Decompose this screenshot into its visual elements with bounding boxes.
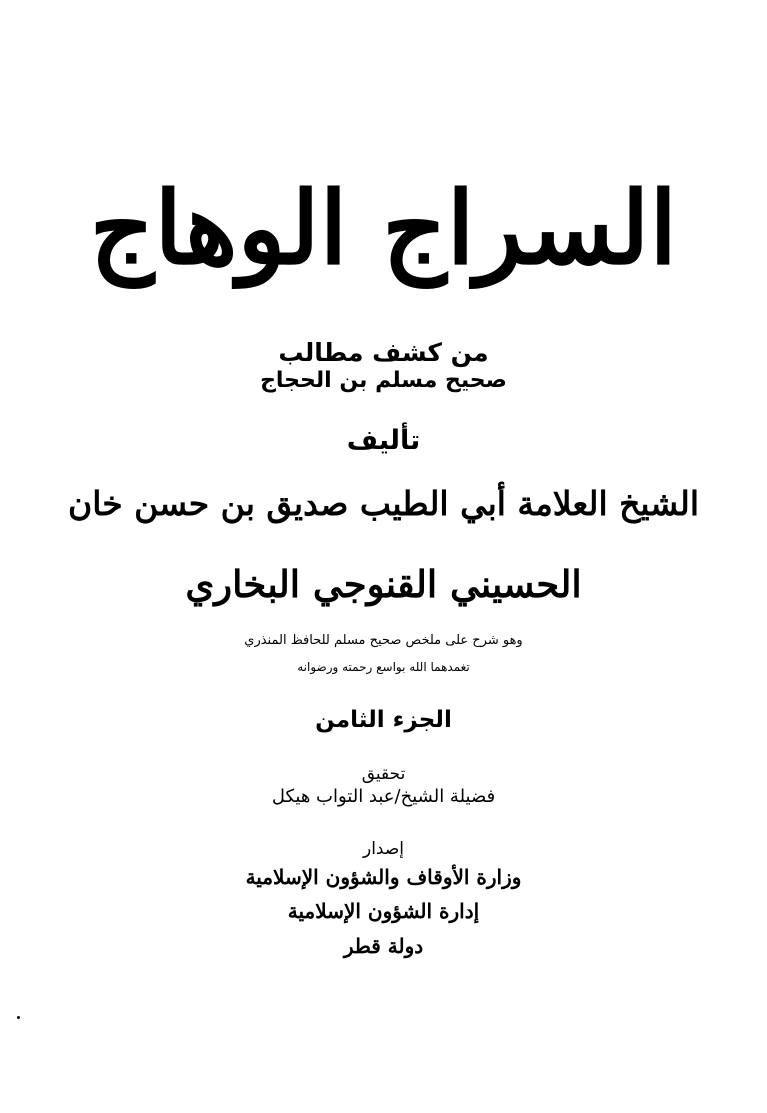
book-title: السراج الوهاج [89,169,678,287]
publisher-line-2: إدارة الشؤون الإسلامية [287,899,480,923]
description-note-line-2: تغمدهما الله بواسع رحمته ورضوانه [297,660,470,674]
author-name-line-1: الشيخ العلامة أبي الطيب صديق بن حسن خان [67,484,700,523]
book-subtitle-line-2: صحيح مسلم بن الحجاج [260,368,507,393]
authored-by-label: تأليف [346,425,421,456]
editor-name: فضيلة الشيخ/عبد التواب هيكل [271,786,496,807]
publication-label: إصدار [362,839,404,859]
publisher-line-3: دولة قطر [343,934,424,958]
publisher-line-1: وزارة الأوقاف والشؤون الإسلامية [245,865,522,889]
description-note-line-1: وهو شرح على ملخص صحيح مسلم للحافظ المنذري [244,633,523,648]
scan-speck [17,1016,20,1019]
editing-label: تحقيق [361,764,406,784]
author-name-line-2: الحسيني القنوجي البخاري [185,562,582,606]
book-subtitle-line-1: من كشف مطالب [278,338,489,367]
volume-label: الجزء الثامن [315,707,452,733]
